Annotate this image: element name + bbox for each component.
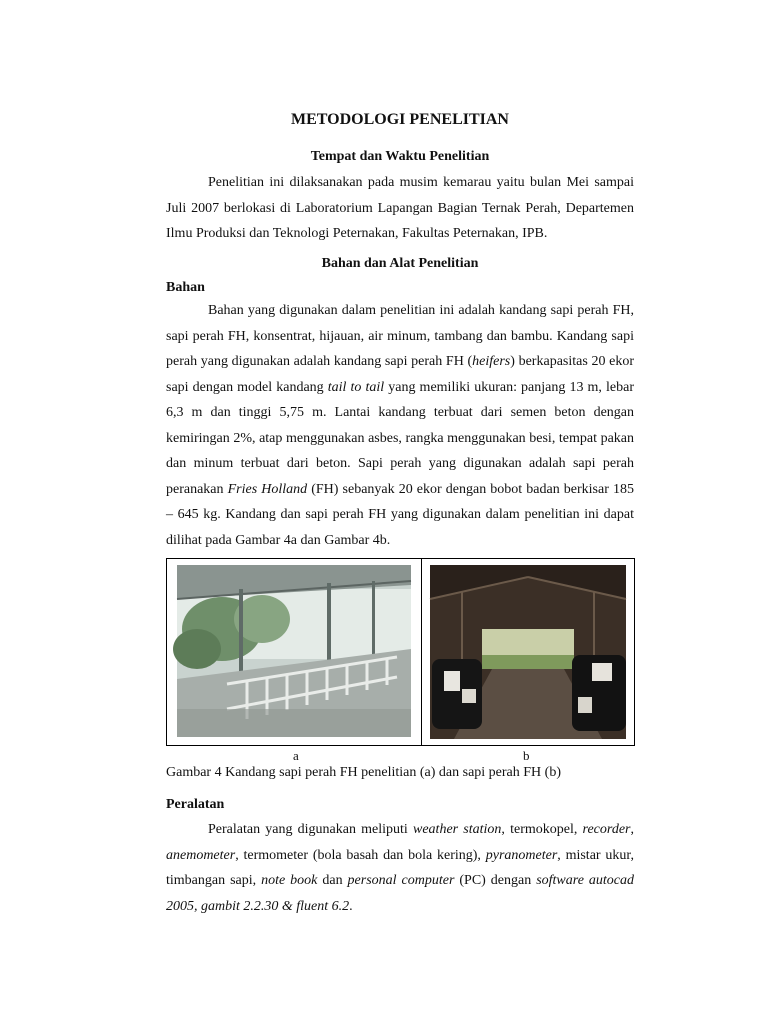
- barn-photo-image: [167, 559, 421, 745]
- photo-barn: [166, 558, 422, 746]
- heading-peralatan: Peralatan: [166, 797, 225, 812]
- figure-4: [166, 558, 634, 744]
- photo-cows: [421, 558, 635, 746]
- page-title: METODOLOGI PENELITIAN: [291, 111, 509, 128]
- figure-caption: Gambar 4 Kandang sapi perah FH penelitian (a) dan sapi perah FH (b): [166, 765, 561, 780]
- cows-photo-image: [422, 559, 634, 745]
- paragraph-peralatan: Peralatan yang digunakan meliputi weather station, termokopel, recorder, anemometer, termometer (bola basah dan bola kering), pyranometer, mistar ukur, timbangan sapi, note book dan personal computer (PC) dengan software autocad 2005, gambit 2.2.30 & fluent 6.2.: [166, 822, 634, 914]
- figure-label-b: b: [523, 748, 530, 763]
- heading-bahan: Bahan: [166, 280, 205, 295]
- paragraph-bahan: Bahan yang digunakan dalam penelitian ini adalah kandang sapi perah FH, sapi perah FH, konsentrat, hijauan, air minum, tambang dan bambu. Kandang sapi perah yang digunakan adalah kandang sapi perah FH (heifers) berkapasitas 20 ekor sapi dengan model kandang tail to tail yang memiliki ukuran: panjang 13 m, lebar 6,3 m dan tinggi 5,75 m. Lantai kandang terbuat dari semen beton dengan kemiringan 2%, atap menggunakan asbes, rangka menggunakan besi, tempat pakan dan minum terbuat dari beton. Sapi perah yang digunakan adalah sapi perah peranakan Fries Holland (FH) sebanyak 20 ekor dengan bobot badan berkisar 185 – 645 kg. Kandang dan sapi perah FH yang digunakan dalam penelitian ini dapat dilihat pada Gambar 4a dan Gambar 4b.: [166, 303, 635, 548]
- figure-label-a: a: [293, 748, 299, 763]
- section-heading-place-time: Tempat dan Waktu Penelitian: [310, 149, 490, 164]
- paragraph-place-time: Penelitian ini dilaksanakan pada musim kemarau yaitu bulan Mei sampai Juli 2007 berlokasi di Laboratorium Lapangan Bagian Ternak Perah, Departemen Ilmu Produksi dan Teknologi Peternakan, Fakultas Peternakan, IPB.: [166, 175, 634, 241]
- section-heading-materials-tools: Bahan dan Alat Penelitian: [321, 256, 479, 271]
